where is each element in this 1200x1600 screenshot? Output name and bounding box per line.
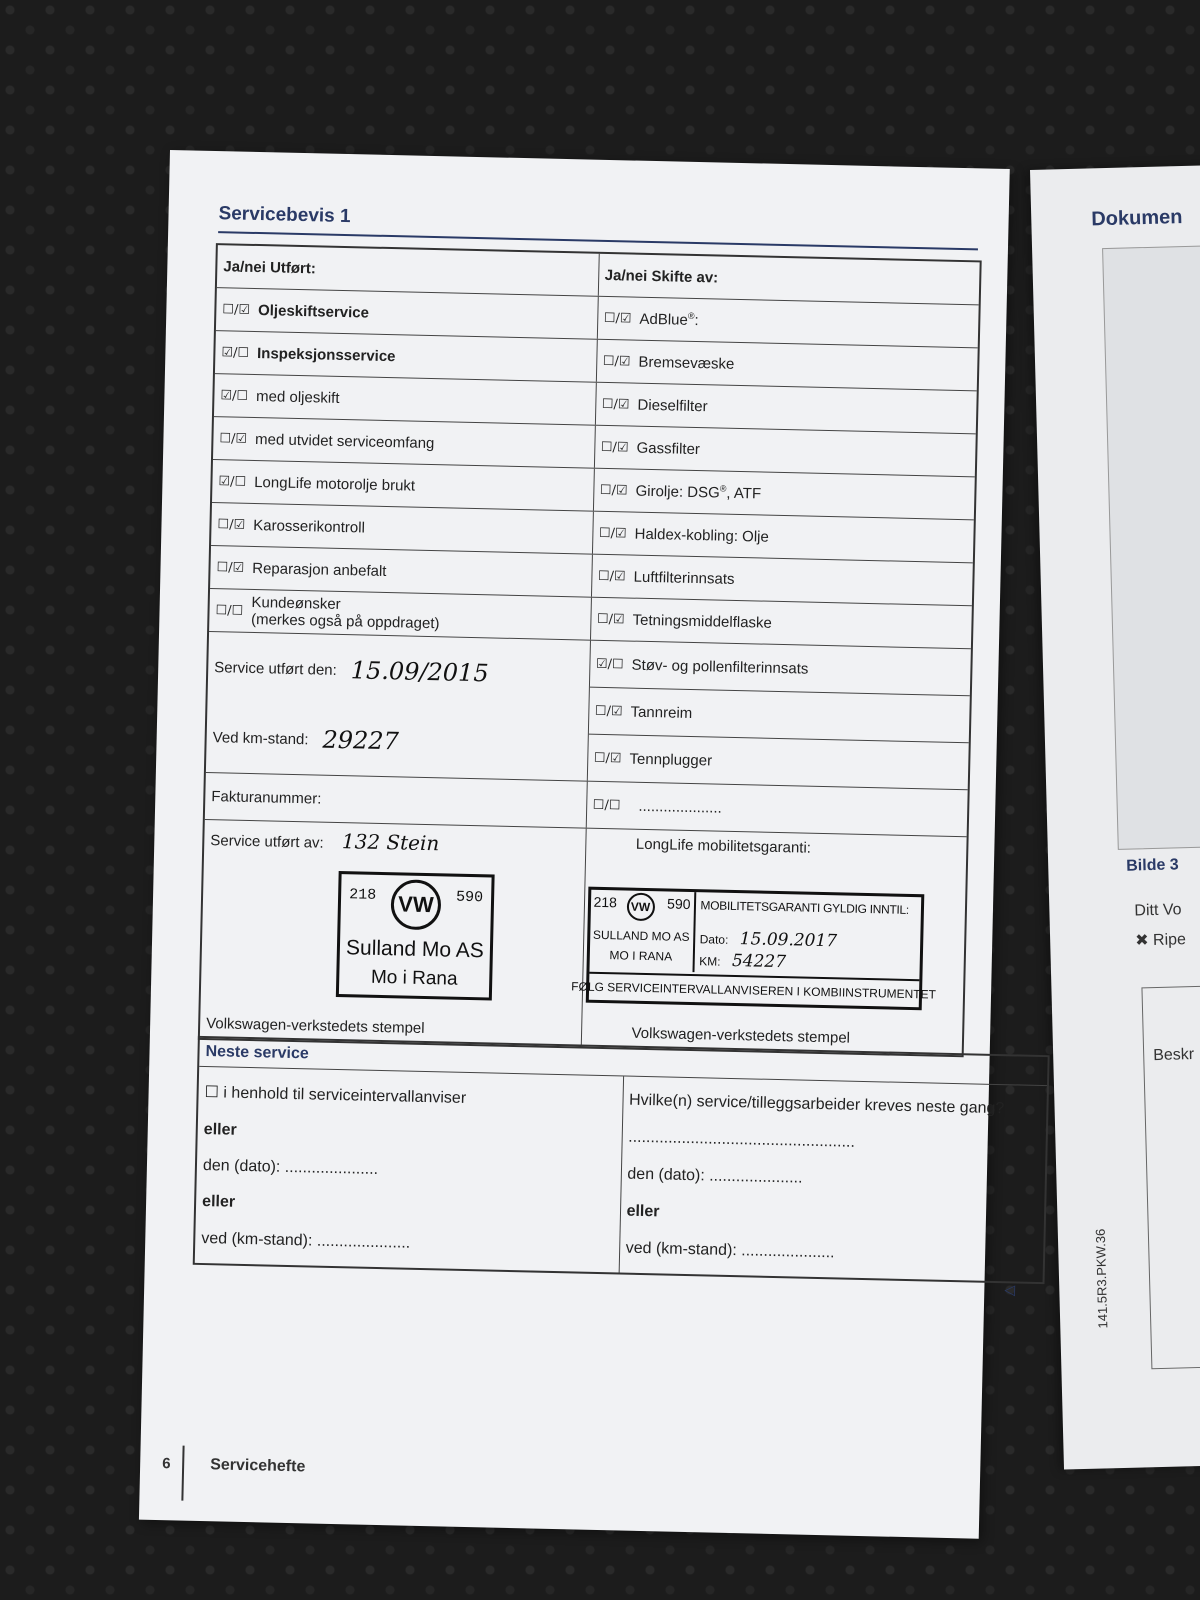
- item-label-main: Girolje: DSG: [635, 482, 720, 502]
- service-date-row: [207, 632, 589, 711]
- mobility-title: MOBILITETSGARANTI GYLDIG INNTIL:: [700, 898, 910, 917]
- mobility-stamp-validity: [695, 892, 921, 977]
- stamp-dealer-city: Mo i Rana: [370, 966, 458, 990]
- stamp-number-right: 590: [455, 888, 484, 907]
- next-service-body: [195, 1067, 1047, 1282]
- item-label: [637, 396, 707, 415]
- registered-mark: ®: [687, 310, 695, 321]
- header-left: Ja/nei Utført:: [217, 245, 599, 296]
- longlife-label: LongLife mobilitetsgaranti:: [635, 835, 812, 857]
- checkbox-icon[interactable]: ☐/☑: [219, 430, 248, 447]
- right-item: [591, 555, 972, 606]
- eller-label: eller: [203, 1120, 237, 1139]
- checkbox-icon[interactable]: ☐/☑: [601, 396, 630, 412]
- vw-logo-icon: VW: [626, 893, 655, 922]
- faktura-label[interactable]: Fakturanummer:: [205, 773, 587, 828]
- adjacent-page-caption: Bilde 3: [1126, 856, 1179, 875]
- stamp-col-left: [200, 820, 586, 1047]
- mobility-stamp: [571, 887, 937, 1011]
- item-label: [634, 525, 769, 545]
- adjacent-page-code: 141.5R3.PKW.36: [1092, 1228, 1111, 1329]
- service-date-value[interactable]: 15.09/2015: [350, 656, 489, 688]
- stamp-number-left: 218: [348, 886, 377, 904]
- right-item: [597, 297, 978, 348]
- right-item: [596, 340, 977, 391]
- left-item: [214, 374, 596, 425]
- next-date-field[interactable]: den (dato): .....................: [202, 1156, 379, 1178]
- checkbox-icon[interactable]: ☐/☑: [603, 310, 632, 327]
- checkbox-icon[interactable]: ☐/☐: [592, 797, 621, 813]
- checkbox-icon[interactable]: ☐/☑: [598, 525, 627, 541]
- checkbox-icon[interactable]: ☐/☑: [222, 301, 251, 318]
- item-label-tail: , ATF: [726, 484, 762, 503]
- right-item: [592, 512, 973, 563]
- service-table: [198, 243, 982, 1057]
- right-item: [590, 598, 971, 649]
- adjacent-page-text-2: ✖ Ripe: [1134, 931, 1187, 950]
- km-value[interactable]: 29227: [322, 725, 400, 756]
- eller-label: eller: [626, 1202, 660, 1221]
- service-date-label: Service utført den:: [214, 658, 338, 679]
- item-label-main: Haldex-kobling: Olje: [634, 525, 770, 546]
- right-item: [588, 687, 969, 743]
- item-label: [639, 310, 699, 329]
- right-item: [587, 734, 968, 790]
- item-label: Tennplugger: [629, 750, 713, 769]
- item-label: med utvidet serviceomfang: [254, 430, 435, 452]
- item-label: Kundeønsker (merkes også på oppdraget): [250, 593, 440, 633]
- mobility-stamp-dealer: [589, 890, 696, 972]
- left-item: [216, 288, 598, 339]
- next-work-field[interactable]: ...................................................: [628, 1128, 856, 1151]
- left-item: [215, 331, 597, 382]
- adjacent-page-table: [1141, 985, 1200, 1370]
- mobility-km-row: [699, 950, 786, 972]
- left-item: [212, 460, 594, 511]
- next-service-box: [193, 1036, 1050, 1284]
- next-date-field[interactable]: den (dato): .....................: [627, 1165, 803, 1187]
- checkbox-icon[interactable]: ☐/☑: [596, 611, 625, 627]
- blank-dots: ....................: [638, 797, 722, 817]
- item-label: [633, 568, 734, 587]
- service-by-row: [210, 826, 439, 855]
- service-by-label: Service utført av:: [210, 832, 324, 852]
- next-km-field[interactable]: ved (km-stand): .....................: [201, 1229, 411, 1252]
- lower-right-items: [587, 641, 971, 790]
- lower-section: [206, 631, 971, 789]
- right-item: [595, 383, 976, 434]
- stamp-dealer-name: SULLAND MO AS: [592, 927, 690, 944]
- mobility-date-label: Dato:: [699, 932, 729, 947]
- interval-option[interactable]: ☐ i henhold til serviceintervallanviser: [204, 1084, 467, 1108]
- item-label-tail: :: [694, 311, 699, 330]
- right-item: [594, 426, 975, 477]
- item-label-main: AdBlue: [639, 310, 689, 329]
- workshop-stamp: [336, 871, 495, 1001]
- next-service-left: [195, 1067, 624, 1273]
- mobility-km-value: 54227: [731, 950, 787, 973]
- continue-arrow-icon: ◁: [1004, 1281, 1016, 1298]
- faktura-right: [586, 782, 967, 837]
- page-number: 6: [162, 1455, 171, 1473]
- adjacent-page: [1030, 165, 1200, 1470]
- item-label: Inspeksjonsservice: [256, 344, 396, 365]
- checkbox-icon[interactable]: ☐/☑: [602, 353, 631, 370]
- item-label-main: Tetningsmiddelflaske: [632, 611, 773, 632]
- service-by-value[interactable]: 132 Stein: [341, 829, 440, 856]
- eller-label: eller: [201, 1193, 236, 1212]
- adjacent-page-text-3: Beskr: [1153, 1046, 1195, 1065]
- next-service-title: Neste service: [199, 1038, 1047, 1086]
- left-item: [210, 546, 592, 597]
- checkbox-icon[interactable]: ☑/☐: [220, 387, 249, 404]
- stamp-label-right: Volkswagen-verkstedets stempel: [631, 1024, 851, 1047]
- header-right: Ja/nei Skifte av:: [604, 266, 719, 286]
- item-label: [638, 353, 734, 372]
- checkbox-icon[interactable]: ☐/☑: [599, 482, 628, 498]
- left-item: [209, 589, 591, 640]
- item-label: Oljeskiftservice: [257, 301, 370, 322]
- item-label: [635, 482, 761, 503]
- item-label: Karosserikontroll: [253, 516, 366, 537]
- checkbox-icon[interactable]: ☐/☑: [600, 439, 629, 455]
- next-service-right: [619, 1077, 1047, 1283]
- checkbox-icon[interactable]: ☑/☐: [595, 656, 624, 672]
- item-label: Tannreim: [630, 703, 693, 722]
- stamp-col-right: [571, 829, 966, 1056]
- checkbox-icon[interactable]: ☐/☑: [216, 559, 245, 576]
- mobility-date-row: [700, 928, 838, 951]
- checkbox-icon[interactable]: ☐/☑: [594, 703, 623, 719]
- item-label: med oljeskift: [255, 387, 340, 407]
- footer-separator: [181, 1446, 184, 1501]
- item-label: [636, 439, 700, 457]
- next-work-question: Hvilke(n) service/tilleggsarbeider kreves neste gang?: [628, 1092, 1005, 1118]
- item-label-main: Luftfilterinnsats: [633, 568, 735, 588]
- page-title: Servicebevis 1: [218, 203, 351, 228]
- left-item: [211, 503, 593, 554]
- stamp-label-left: Volkswagen-verkstedets stempel: [205, 1015, 425, 1037]
- service-date-km: [206, 632, 591, 781]
- checkbox-icon[interactable]: ☐/☐: [215, 602, 244, 619]
- checkbox-icon[interactable]: ☐/☑: [217, 516, 246, 533]
- stamp-number-right: 590: [666, 895, 691, 913]
- item-label: Reparasjon anbefalt: [252, 559, 387, 580]
- item-label: [632, 611, 772, 631]
- checkbox-icon[interactable]: ☑/☐: [221, 344, 250, 361]
- stamp-dealer-name: Sulland Mo AS: [345, 936, 485, 963]
- vw-logo-icon: VW: [390, 879, 441, 930]
- km-label: Ved km-stand:: [212, 728, 309, 748]
- adjacent-page-image: [1102, 245, 1200, 850]
- checkbox-icon[interactable]: ☐/☑: [593, 750, 622, 766]
- right-item: [593, 469, 974, 520]
- service-page: [139, 150, 1016, 1539]
- checkbox-icon[interactable]: ☐/☑: [597, 568, 626, 584]
- mobility-footer: FØLG SERVICEINTERVALLANVISEREN I KOMBIINSTRUMENTET: [588, 972, 919, 1007]
- next-km-field[interactable]: ved (km-stand): .....................: [625, 1239, 835, 1261]
- mobility-date-value: 15.09.2017: [739, 929, 838, 952]
- item-label-main: Bremsevæske: [638, 353, 735, 373]
- item-label: Støv- og pollenfilterinnsats: [631, 656, 809, 678]
- stamp-dealer-city: MO I RANA: [609, 948, 673, 964]
- mobility-km-label: KM:: [699, 954, 721, 969]
- adjacent-page-title: Dokumen: [1091, 206, 1183, 231]
- left-item: [213, 417, 595, 468]
- registered-mark: ®: [719, 483, 727, 494]
- checkbox-icon[interactable]: ☑/☐: [218, 473, 247, 490]
- item-label-main: Gassfilter: [636, 439, 701, 458]
- item-label: LongLife motorolje brukt: [253, 473, 416, 495]
- adjacent-page-text-1: Ditt Vo: [1134, 901, 1182, 920]
- stamp-number-left: 218: [593, 893, 618, 911]
- stamp-row: [200, 819, 967, 1055]
- item-label-main: Dieselfilter: [637, 396, 708, 415]
- km-row: [206, 702, 588, 781]
- footer-label: Servicehefte: [209, 1456, 306, 1476]
